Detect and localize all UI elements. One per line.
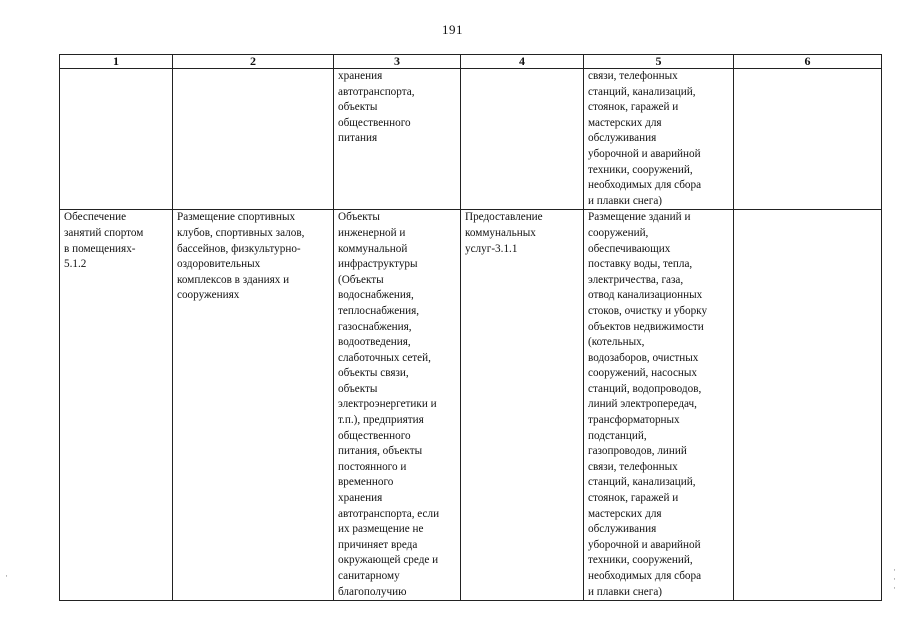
table-row xyxy=(60,69,882,210)
table-cell-auxiliary-use xyxy=(461,210,584,601)
table-cell-auxiliary-use xyxy=(461,69,584,210)
cell-text: связи, телефонных станций, канализаций, стоянок, гаражей и мастерских для обслуживания уборочной и аварийной техники, сооружений, необходимых для сбора и плавки снега) xyxy=(588,70,702,207)
column-header-1: 1 xyxy=(60,55,173,69)
table-header-row xyxy=(60,55,882,69)
column-header-3: 3 xyxy=(334,55,461,69)
table-cell-use-type xyxy=(60,69,173,210)
table-cell-notes xyxy=(734,69,882,210)
column-header-5: 5 xyxy=(584,55,734,69)
land-use-table xyxy=(59,54,882,601)
cell-text: Объекты инженерной и коммунальной инфраструктуры (Объекты водоснабжения, теплоснабжения, газоснабжения, водоотведения, слаботочных сетей, объекты связи, объекты электроэнергетики и т.п.), предприятия общественного питания, объекты постоянного и временного хранения автотранспорта, если их размещение не причиняет вреда окружающей среде и санитарному благополучию xyxy=(338,211,440,598)
column-header-4: 4 xyxy=(461,55,584,69)
cell-text: Размещение зданий и сооружений, обеспечивающих поставку воды, тепла, электричества, газа, отвод канализационных стоков, очистку и уборку объектов недвижимости (котельных, водозаборов, очистных сооружений, насосных станций, водопроводов, линий электропередач, трансформаторных подстанций, газопроводов, линий связи, телефонных станций, канализаций, стоянок, гаражей и мастерских для обслуживания уборочной и аварийной техники, сооружений, необходимых для сбора и плавки снега) xyxy=(588,211,708,598)
table-cell-use-type xyxy=(60,210,173,601)
table-cell-notes xyxy=(734,210,882,601)
column-header-6: 6 xyxy=(734,55,882,69)
page-number: 191 xyxy=(442,22,463,37)
cell-text: Предоставление коммунальных услуг-3.1.1 xyxy=(465,211,543,255)
column-header-2: 2 xyxy=(173,55,334,69)
table-row xyxy=(60,210,882,601)
cell-text: Размещение спортивных клубов, спортивных залов, бассейнов, физкультурно- оздоровительных комплексов в зданиях и сооружениях xyxy=(177,211,305,302)
table-cell-auxiliary-objects xyxy=(334,210,461,601)
cell-text: Обеспечение занятий спортом в помещениях- 5.1.2 xyxy=(64,211,144,271)
scan-margin-mark-left: · xyxy=(5,571,8,581)
table-cell-auxiliary-description xyxy=(584,69,734,210)
cell-text: хранения автотранспорта, объекты общественного питания xyxy=(338,70,415,145)
scan-margin-mark-right: · · · xyxy=(893,565,896,593)
table-cell-description xyxy=(173,69,334,210)
table-cell-description xyxy=(173,210,334,601)
table-cell-auxiliary-description xyxy=(584,210,734,601)
table-cell-auxiliary-objects xyxy=(334,69,461,210)
